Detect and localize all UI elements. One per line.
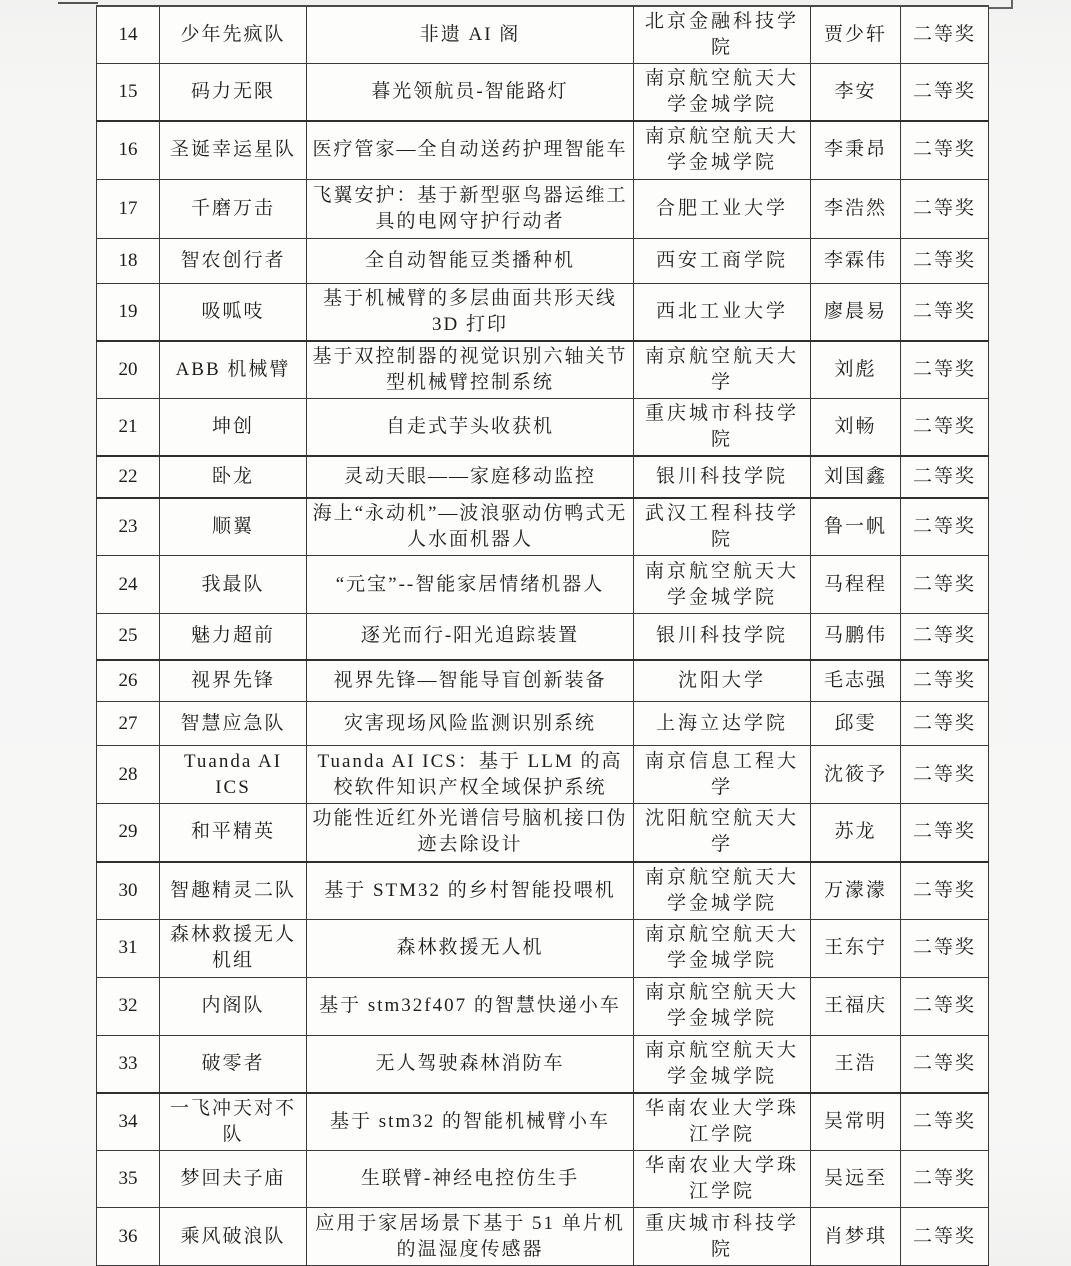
cell-school: 南京航空航天大学金城学院 — [634, 64, 811, 122]
cell-serial: 27 — [97, 702, 160, 746]
cell-team: 码力无限 — [160, 64, 307, 122]
cell-award: 二等奖 — [901, 1151, 989, 1208]
cell-leader: 邱雯 — [811, 702, 901, 746]
award-table-body — [97, 6, 989, 1266]
cell-serial: 36 — [97, 1208, 160, 1266]
cell-team: 智农创行者 — [160, 238, 307, 283]
cell-serial: 24 — [97, 556, 160, 614]
cell-team: 一飞冲天对不队 — [160, 1093, 307, 1151]
cell-school: 西安工商学院 — [634, 238, 811, 283]
cell-serial: 35 — [97, 1151, 160, 1208]
cell-project: 暮光领航员-智能路灯 — [307, 64, 634, 122]
cell-school: 南京航空航天大学金城学院 — [634, 977, 811, 1035]
cell-serial: 14 — [97, 6, 160, 64]
cell-serial: 33 — [97, 1035, 160, 1093]
cell-leader: 王东宁 — [811, 919, 901, 977]
cell-team: 视界先锋 — [160, 660, 307, 702]
cell-leader: 刘彪 — [811, 341, 901, 399]
cell-serial: 34 — [97, 1093, 160, 1151]
cell-award: 二等奖 — [901, 456, 989, 498]
table-row — [97, 399, 989, 457]
cell-award: 二等奖 — [901, 556, 989, 614]
cell-team: 梦回夫子庙 — [160, 1151, 307, 1208]
cell-leader: 鲁一帆 — [811, 498, 901, 556]
cell-project: 基于双控制器的视觉识别六轴关节型机械臂控制系统 — [307, 341, 634, 399]
cell-school: 银川科技学院 — [634, 614, 811, 660]
cell-award: 二等奖 — [901, 64, 989, 122]
cell-project: 逐光而行-阳光追踪装置 — [307, 614, 634, 660]
table-row — [97, 977, 989, 1035]
cell-award: 二等奖 — [901, 121, 989, 179]
cell-school: 南京航空航天大学金城学院 — [634, 919, 811, 977]
table-row — [97, 1208, 989, 1266]
cell-award: 二等奖 — [901, 862, 989, 920]
cell-school: 北京金融科技学院 — [634, 6, 811, 64]
table-row — [97, 121, 989, 179]
cell-leader: 苏龙 — [811, 804, 901, 862]
table-row — [97, 660, 989, 702]
cell-team: 少年先疯队 — [160, 6, 307, 64]
cell-project: 医疗管家—全自动送药护理智能车 — [307, 121, 634, 179]
cell-school: 沈阳大学 — [634, 660, 811, 702]
cell-team: 坤创 — [160, 399, 307, 457]
cell-leader: 万濛濛 — [811, 862, 901, 920]
cell-team: 吸呱吱 — [160, 283, 307, 341]
cell-award: 二等奖 — [901, 1093, 989, 1151]
cell-award: 二等奖 — [901, 977, 989, 1035]
table-row — [97, 614, 989, 660]
cell-school: 银川科技学院 — [634, 456, 811, 498]
cell-team: 森林救援无人机组 — [160, 919, 307, 977]
cell-leader: 李秉昂 — [811, 121, 901, 179]
cell-project: 全自动智能豆类播种机 — [307, 238, 634, 283]
cell-award: 二等奖 — [901, 283, 989, 341]
cell-school: 重庆城市科技学院 — [634, 1208, 811, 1266]
cell-team: 乘风破浪队 — [160, 1208, 307, 1266]
cell-project: 灵动天眼——家庭移动监控 — [307, 456, 634, 498]
cell-award: 二等奖 — [901, 614, 989, 660]
cell-team: 圣诞幸运星队 — [160, 121, 307, 179]
cell-project: 基于 STM32 的乡村智能投喂机 — [307, 862, 634, 920]
cell-school: 南京航空航天大学金城学院 — [634, 862, 811, 920]
cell-project: 自走式芋头收获机 — [307, 399, 634, 457]
cell-school: 西北工业大学 — [634, 283, 811, 341]
table-row — [97, 238, 989, 283]
cell-leader: 肖梦琪 — [811, 1208, 901, 1266]
award-results-table — [96, 5, 989, 1266]
cell-award: 二等奖 — [901, 238, 989, 283]
table-row — [97, 862, 989, 920]
cell-school: 华南农业大学珠江学院 — [634, 1151, 811, 1208]
cell-serial: 18 — [97, 238, 160, 283]
table-row — [97, 746, 989, 804]
cell-project: 视界先锋—智能导盲创新装备 — [307, 660, 634, 702]
cell-project: 灾害现场风险监测识别系统 — [307, 702, 634, 746]
cell-leader: 沈筱予 — [811, 746, 901, 804]
table-row — [97, 919, 989, 977]
cell-leader: 吴远至 — [811, 1151, 901, 1208]
cell-project: 基于 stm32 的智能机械臂小车 — [307, 1093, 634, 1151]
cell-team: 和平精英 — [160, 804, 307, 862]
cell-project: Tuanda AI ICS：基于 LLM 的高校软件知识产权全域保护系统 — [307, 746, 634, 804]
cell-team: ABB 机械臂 — [160, 341, 307, 399]
cell-school: 华南农业大学珠江学院 — [634, 1093, 811, 1151]
cell-leader: 马鹏伟 — [811, 614, 901, 660]
cell-school: 沈阳航空航天大学 — [634, 804, 811, 862]
cell-school: 南京航空航天大学金城学院 — [634, 1035, 811, 1093]
cell-serial: 16 — [97, 121, 160, 179]
table-row — [97, 1151, 989, 1208]
cell-award: 二等奖 — [901, 6, 989, 64]
cell-serial: 17 — [97, 179, 160, 238]
cell-project: 应用于家居场景下基于 51 单片机的温湿度传感器 — [307, 1208, 634, 1266]
table-row — [97, 341, 989, 399]
cell-project: 森林救援无人机 — [307, 919, 634, 977]
cell-serial: 25 — [97, 614, 160, 660]
cell-leader: 李霖伟 — [811, 238, 901, 283]
cell-serial: 23 — [97, 498, 160, 556]
cell-leader: 李浩然 — [811, 179, 901, 238]
cell-serial: 28 — [97, 746, 160, 804]
cell-project: 非遗 AI 阁 — [307, 6, 634, 64]
cell-serial: 15 — [97, 64, 160, 122]
cell-leader: 王福庆 — [811, 977, 901, 1035]
cell-team: 我最队 — [160, 556, 307, 614]
table-row — [97, 556, 989, 614]
cell-award: 二等奖 — [901, 702, 989, 746]
cell-project: 基于 stm32f407 的智慧快递小车 — [307, 977, 634, 1035]
cell-project: “元宝”--智能家居情绪机器人 — [307, 556, 634, 614]
cell-award: 二等奖 — [901, 746, 989, 804]
table-row — [97, 702, 989, 746]
cell-team: 卧龙 — [160, 456, 307, 498]
cell-award: 二等奖 — [901, 919, 989, 977]
cell-team: 千磨万击 — [160, 179, 307, 238]
cell-award: 二等奖 — [901, 498, 989, 556]
cell-serial: 30 — [97, 862, 160, 920]
cell-school: 南京航空航天大学 — [634, 341, 811, 399]
cell-leader: 李安 — [811, 64, 901, 122]
cell-leader: 毛志强 — [811, 660, 901, 702]
page-edge-artifact-left — [58, 2, 98, 4]
cell-leader: 刘国鑫 — [811, 456, 901, 498]
table-row — [97, 456, 989, 498]
cell-project: 海上“永动机”—波浪驱动仿鸭式无人水面机器人 — [307, 498, 634, 556]
cell-school: 南京航空航天大学金城学院 — [634, 556, 811, 614]
cell-team: 智趣精灵二队 — [160, 862, 307, 920]
table-row — [97, 6, 989, 64]
table-row — [97, 179, 989, 238]
cell-award: 二等奖 — [901, 341, 989, 399]
cell-school: 南京信息工程大学 — [634, 746, 811, 804]
cell-award: 二等奖 — [901, 804, 989, 862]
cell-serial: 21 — [97, 399, 160, 457]
cell-serial: 29 — [97, 804, 160, 862]
cell-leader: 贾少轩 — [811, 6, 901, 64]
cell-school: 重庆城市科技学院 — [634, 399, 811, 457]
cell-team: 内阁队 — [160, 977, 307, 1035]
cell-serial: 19 — [97, 283, 160, 341]
cell-team: 智慧应急队 — [160, 702, 307, 746]
cell-school: 武汉工程科技学院 — [634, 498, 811, 556]
cell-school: 南京航空航天大学金城学院 — [634, 121, 811, 179]
cell-award: 二等奖 — [901, 1035, 989, 1093]
cell-project: 基于机械臂的多层曲面共形天线 3D 打印 — [307, 283, 634, 341]
cell-serial: 22 — [97, 456, 160, 498]
cell-team: 破零者 — [160, 1035, 307, 1093]
cell-leader: 吴常明 — [811, 1093, 901, 1151]
cell-team: 顺翼 — [160, 498, 307, 556]
cell-serial: 31 — [97, 919, 160, 977]
cell-leader: 王浩 — [811, 1035, 901, 1093]
cell-award: 二等奖 — [901, 179, 989, 238]
table-row — [97, 64, 989, 122]
cell-school: 上海立达学院 — [634, 702, 811, 746]
cell-team: Tuanda AI ICS — [160, 746, 307, 804]
page-edge-artifact-right — [985, 0, 1013, 9]
cell-award: 二等奖 — [901, 1208, 989, 1266]
cell-project: 无人驾驶森林消防车 — [307, 1035, 634, 1093]
cell-leader: 刘畅 — [811, 399, 901, 457]
cell-team: 魅力超前 — [160, 614, 307, 660]
table-row — [97, 1035, 989, 1093]
table-row — [97, 804, 989, 862]
cell-serial: 20 — [97, 341, 160, 399]
cell-leader: 廖晨易 — [811, 283, 901, 341]
table-row — [97, 498, 989, 556]
cell-school: 合肥工业大学 — [634, 179, 811, 238]
cell-project: 生联臂-神经电控仿生手 — [307, 1151, 634, 1208]
cell-award: 二等奖 — [901, 399, 989, 457]
cell-project: 飞翼安护：基于新型驱鸟器运维工具的电网守护行动者 — [307, 179, 634, 238]
cell-award: 二等奖 — [901, 660, 989, 702]
cell-leader: 马程程 — [811, 556, 901, 614]
cell-serial: 32 — [97, 977, 160, 1035]
table-row — [97, 283, 989, 341]
table-row — [97, 1093, 989, 1151]
cell-project: 功能性近红外光谱信号脑机接口伪迹去除设计 — [307, 804, 634, 862]
cell-serial: 26 — [97, 660, 160, 702]
